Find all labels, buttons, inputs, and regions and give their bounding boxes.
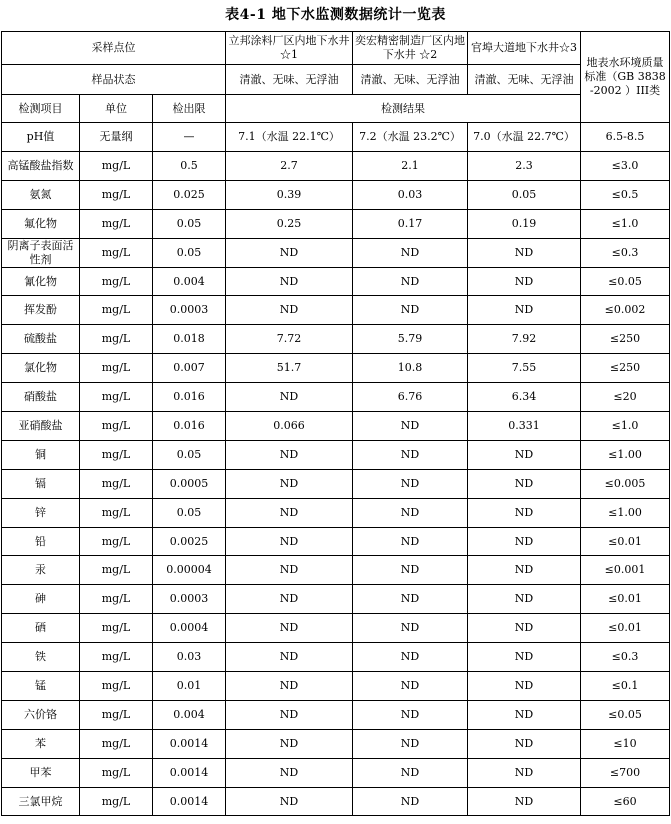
site-1-result-cell: ND: [226, 440, 353, 469]
site-1-result-cell: ND: [226, 296, 353, 325]
item-cell: 砷: [2, 585, 80, 614]
site-1-result-cell: ND: [226, 672, 353, 701]
unit-cell: mg/L: [80, 296, 153, 325]
table-row: [2, 180, 670, 209]
detection-limit-cell: 0.0014: [153, 729, 226, 758]
site-2-result-cell: ND: [353, 267, 468, 296]
table-row: [2, 556, 670, 585]
detection-limit-cell: 0.025: [153, 180, 226, 209]
item-cell: 氟化物: [2, 209, 80, 238]
site-3-result-cell: ND: [468, 643, 581, 672]
standard-cell: ≤0.05: [581, 267, 670, 296]
site-2-result-cell: 2.1: [353, 151, 468, 180]
standard-cell: ≤0.3: [581, 643, 670, 672]
unit-column-header: 单位: [80, 95, 153, 123]
site-3-result-cell: ND: [468, 296, 581, 325]
unit-cell: mg/L: [80, 787, 153, 816]
table-title: 表4-1 地下水监测数据统计一览表: [225, 7, 446, 23]
site-3-result-cell: 7.92: [468, 325, 581, 354]
table-row: [2, 209, 670, 238]
table-row: [2, 383, 670, 412]
site-3-result-cell: 0.19: [468, 209, 581, 238]
site-2-result-cell: ND: [353, 585, 468, 614]
unit-cell: mg/L: [80, 729, 153, 758]
site-1-result-cell: ND: [226, 383, 353, 412]
site-3-result-cell: 0.05: [468, 180, 581, 209]
item-cell: 氯化物: [2, 354, 80, 383]
detection-limit-column-header: 检出限: [153, 95, 226, 123]
standard-cell: ≤1.0: [581, 412, 670, 441]
site-3-result-cell: ND: [468, 527, 581, 556]
site-1-state: 清澈、无味、无浮油: [226, 65, 353, 95]
header-row-columns: [2, 95, 670, 123]
detection-limit-cell: 0.0014: [153, 758, 226, 787]
item-cell: 甲苯: [2, 758, 80, 787]
site-2-result-cell: ND: [353, 729, 468, 758]
site-3-result-cell: 6.34: [468, 383, 581, 412]
unit-cell: mg/L: [80, 151, 153, 180]
detection-limit-cell: 0.03: [153, 643, 226, 672]
table-row: [2, 787, 670, 816]
site-3-result-cell: ND: [468, 672, 581, 701]
standard-cell: ≤60: [581, 787, 670, 816]
table-body: [2, 32, 670, 816]
site-2-state: 清澈、无味、无浮油: [353, 65, 468, 95]
site-1-result-cell: 0.39: [226, 180, 353, 209]
unit-cell: mg/L: [80, 700, 153, 729]
standard-cell: ≤3.0: [581, 151, 670, 180]
standard-cell: ≤0.5: [581, 180, 670, 209]
item-cell: 亚硝酸盐: [2, 412, 80, 441]
site-3-result-cell: ND: [468, 267, 581, 296]
item-cell: 锌: [2, 498, 80, 527]
table-row: [2, 440, 670, 469]
site-2-result-cell: ND: [353, 469, 468, 498]
table-row: [2, 672, 670, 701]
unit-cell: mg/L: [80, 758, 153, 787]
unit-cell: mg/L: [80, 440, 153, 469]
detection-limit-cell: 0.004: [153, 267, 226, 296]
table-row: [2, 758, 670, 787]
site-3-result-cell: ND: [468, 469, 581, 498]
unit-cell: mg/L: [80, 585, 153, 614]
site-2-result-cell: 5.79: [353, 325, 468, 354]
site-1-result-cell: 2.7: [226, 151, 353, 180]
unit-cell: mg/L: [80, 209, 153, 238]
detection-limit-cell: 0.05: [153, 238, 226, 267]
site-3-result-cell: 7.0（水温 22.7℃）: [468, 123, 581, 152]
sample-state-label: 样品状态: [2, 65, 226, 95]
detection-limit-cell: 0.004: [153, 700, 226, 729]
table-row: [2, 527, 670, 556]
item-cell: 铅: [2, 527, 80, 556]
standard-cell: ≤0.05: [581, 700, 670, 729]
standard-cell: 6.5-8.5: [581, 123, 670, 152]
item-cell: 镉: [2, 469, 80, 498]
item-column-header: 检测项目: [2, 95, 80, 123]
site-1-result-cell: 0.066: [226, 412, 353, 441]
item-cell: 锰: [2, 672, 80, 701]
site-1-result-cell: ND: [226, 498, 353, 527]
site-2-result-cell: ND: [353, 700, 468, 729]
site-1-result-cell: ND: [226, 614, 353, 643]
site-3-result-cell: 7.55: [468, 354, 581, 383]
table-row: [2, 498, 670, 527]
sampling-point-label: 采样点位: [2, 32, 226, 65]
monitoring-data-table: [1, 31, 670, 816]
site-3-state: 清澈、无味、无浮油: [468, 65, 581, 95]
table-row: [2, 151, 670, 180]
item-cell: 汞: [2, 556, 80, 585]
standard-cell: ≤0.001: [581, 556, 670, 585]
site-1-result-cell: ND: [226, 700, 353, 729]
unit-cell: mg/L: [80, 556, 153, 585]
site-3-name: 官埠大道地下水井☆3: [468, 32, 581, 65]
site-1-result-cell: 7.1（水温 22.1℃）: [226, 123, 353, 152]
site-3-result-cell: ND: [468, 758, 581, 787]
site-1-result-cell: ND: [226, 267, 353, 296]
standard-cell: ≤1.00: [581, 498, 670, 527]
standard-header: 地表水环境质量标准（GB 3838-2002 ）III类: [581, 32, 670, 123]
unit-cell: mg/L: [80, 527, 153, 556]
table-row: [2, 729, 670, 758]
unit-cell: mg/L: [80, 325, 153, 354]
item-cell: 氨氮: [2, 180, 80, 209]
detection-limit-cell: 0.05: [153, 498, 226, 527]
standard-cell: ≤250: [581, 325, 670, 354]
site-3-result-cell: 0.331: [468, 412, 581, 441]
site-1-result-cell: 51.7: [226, 354, 353, 383]
detection-limit-cell: 0.0003: [153, 585, 226, 614]
item-cell: 铁: [2, 643, 80, 672]
detection-limit-cell: 0.0003: [153, 296, 226, 325]
detection-limit-cell: 0.0004: [153, 614, 226, 643]
site-2-result-cell: ND: [353, 498, 468, 527]
site-2-result-cell: ND: [353, 238, 468, 267]
standard-cell: ≤0.3: [581, 238, 670, 267]
site-2-result-cell: 10.8: [353, 354, 468, 383]
item-cell: 铜: [2, 440, 80, 469]
item-cell: pH值: [2, 123, 80, 152]
unit-cell: mg/L: [80, 469, 153, 498]
site-2-result-cell: ND: [353, 440, 468, 469]
standard-cell: ≤10: [581, 729, 670, 758]
site-2-result-cell: ND: [353, 412, 468, 441]
header-row-sampling-point: [2, 32, 670, 65]
site-3-result-cell: ND: [468, 585, 581, 614]
site-2-result-cell: ND: [353, 787, 468, 816]
site-3-result-cell: ND: [468, 556, 581, 585]
item-cell: 苯: [2, 729, 80, 758]
site-2-result-cell: 0.17: [353, 209, 468, 238]
standard-cell: ≤1.00: [581, 440, 670, 469]
unit-cell: mg/L: [80, 643, 153, 672]
site-1-result-cell: 7.72: [226, 325, 353, 354]
unit-cell: mg/L: [80, 498, 153, 527]
item-cell: 三氯甲烷: [2, 787, 80, 816]
site-2-name: 奕宏精密制造厂区内地下水井 ☆2: [353, 32, 468, 65]
site-1-result-cell: ND: [226, 556, 353, 585]
table-row: [2, 412, 670, 441]
item-cell: 硫酸盐: [2, 325, 80, 354]
item-cell: 挥发酚: [2, 296, 80, 325]
site-3-result-cell: 2.3: [468, 151, 581, 180]
table-row: [2, 238, 670, 267]
site-2-result-cell: 7.2（水温 23.2℃）: [353, 123, 468, 152]
site-3-result-cell: ND: [468, 700, 581, 729]
unit-cell: mg/L: [80, 383, 153, 412]
item-cell: 硒: [2, 614, 80, 643]
standard-cell: ≤0.005: [581, 469, 670, 498]
result-column-header: 检测结果: [226, 95, 581, 123]
unit-cell: mg/L: [80, 180, 153, 209]
site-2-result-cell: ND: [353, 556, 468, 585]
table-row: [2, 267, 670, 296]
table-row: [2, 469, 670, 498]
detection-limit-cell: 0.05: [153, 440, 226, 469]
item-cell: 高锰酸盐指数: [2, 151, 80, 180]
item-cell: 阴离子表面活性剂: [2, 238, 80, 267]
site-2-result-cell: ND: [353, 527, 468, 556]
site-3-result-cell: ND: [468, 787, 581, 816]
site-3-result-cell: ND: [468, 614, 581, 643]
detection-limit-cell: 0.0005: [153, 469, 226, 498]
detection-limit-cell: 0.016: [153, 383, 226, 412]
detection-limit-cell: 0.0014: [153, 787, 226, 816]
table-row: [2, 325, 670, 354]
unit-cell: mg/L: [80, 672, 153, 701]
table-row: [2, 354, 670, 383]
detection-limit-cell: 0.5: [153, 151, 226, 180]
site-1-result-cell: ND: [226, 643, 353, 672]
standard-cell: ≤700: [581, 758, 670, 787]
detection-limit-cell: 0.00004: [153, 556, 226, 585]
site-1-result-cell: 0.25: [226, 209, 353, 238]
site-1-result-cell: ND: [226, 469, 353, 498]
site-1-name: 立邦涂料厂区内地下水井☆1: [226, 32, 353, 65]
detection-limit-cell: 0.0025: [153, 527, 226, 556]
site-2-result-cell: 6.76: [353, 383, 468, 412]
item-cell: 六价铬: [2, 700, 80, 729]
standard-cell: ≤0.1: [581, 672, 670, 701]
site-3-result-cell: ND: [468, 440, 581, 469]
item-cell: 氰化物: [2, 267, 80, 296]
site-3-result-cell: ND: [468, 238, 581, 267]
site-2-result-cell: ND: [353, 643, 468, 672]
table-row: [2, 700, 670, 729]
standard-cell: ≤0.01: [581, 527, 670, 556]
standard-cell: ≤20: [581, 383, 670, 412]
site-1-result-cell: ND: [226, 527, 353, 556]
standard-cell: ≤0.002: [581, 296, 670, 325]
site-2-result-cell: 0.03: [353, 180, 468, 209]
site-2-result-cell: ND: [353, 296, 468, 325]
site-2-result-cell: ND: [353, 672, 468, 701]
unit-cell: mg/L: [80, 238, 153, 267]
table-row: [2, 585, 670, 614]
site-1-result-cell: ND: [226, 585, 353, 614]
detection-limit-cell: —: [153, 123, 226, 152]
site-3-result-cell: ND: [468, 498, 581, 527]
unit-cell: mg/L: [80, 412, 153, 441]
site-3-result-cell: ND: [468, 729, 581, 758]
site-1-result-cell: ND: [226, 787, 353, 816]
standard-cell: ≤250: [581, 354, 670, 383]
unit-cell: 无量纲: [80, 123, 153, 152]
table-row: [2, 123, 670, 152]
standard-cell: ≤1.0: [581, 209, 670, 238]
table-row: [2, 614, 670, 643]
site-2-result-cell: ND: [353, 614, 468, 643]
unit-cell: mg/L: [80, 267, 153, 296]
item-cell: 硝酸盐: [2, 383, 80, 412]
site-2-result-cell: ND: [353, 758, 468, 787]
table-row: [2, 296, 670, 325]
unit-cell: mg/L: [80, 614, 153, 643]
standard-cell: ≤0.01: [581, 585, 670, 614]
site-1-result-cell: ND: [226, 758, 353, 787]
detection-limit-cell: 0.016: [153, 412, 226, 441]
site-1-result-cell: ND: [226, 729, 353, 758]
detection-limit-cell: 0.01: [153, 672, 226, 701]
header-row-sample-state: [2, 65, 670, 95]
standard-cell: ≤0.01: [581, 614, 670, 643]
detection-limit-cell: 0.05: [153, 209, 226, 238]
unit-cell: mg/L: [80, 354, 153, 383]
detection-limit-cell: 0.007: [153, 354, 226, 383]
site-1-result-cell: ND: [226, 238, 353, 267]
detection-limit-cell: 0.018: [153, 325, 226, 354]
table-row: [2, 643, 670, 672]
